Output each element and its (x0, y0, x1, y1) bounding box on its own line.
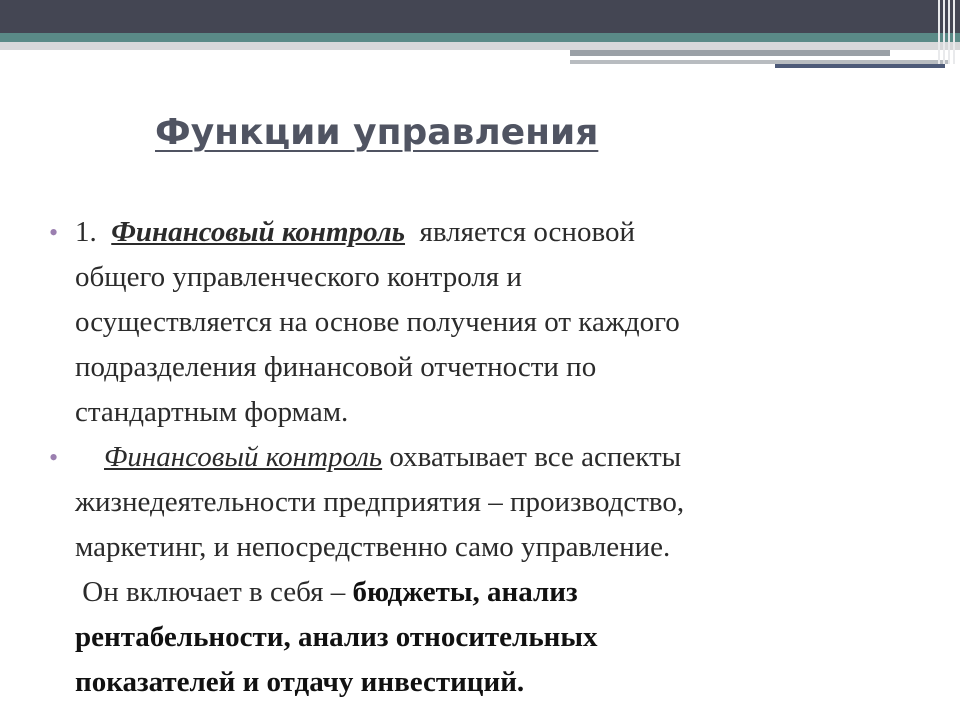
header-band-teal (0, 33, 960, 42)
term-financial-control: Финансовый контроль (111, 216, 406, 248)
slide-title: Функции управления (155, 112, 599, 153)
bullet-text: общего управленческого контроля и (75, 261, 522, 293)
term-financial-control: Финансовый контроль (104, 441, 383, 473)
header-stripes (934, 0, 960, 64)
header-band-grey (0, 42, 960, 50)
bullet-text: осуществляется на основе получения от каждого (75, 306, 680, 338)
bullet-number: 1. (75, 216, 97, 248)
bullet-text: является основой (419, 216, 635, 248)
header-accent-line (570, 50, 890, 56)
bullet-item-1 (49, 210, 915, 435)
bullet-text: охватывает все аспекты (389, 441, 682, 473)
bullet-bold-text: бюджеты, анализ (352, 576, 578, 608)
bullet-bold-text: рентабельности, анализ относительных (75, 621, 598, 653)
bullet-item-2 (49, 435, 915, 705)
bullet-icon: • (49, 443, 59, 472)
bullet-text: подразделения финансовой отчетности по (75, 351, 597, 383)
bullet-text: стандартным формам. (75, 396, 349, 428)
slide-body (49, 210, 915, 705)
bullet-bold-text: показателей и отдачу инвестиций. (75, 666, 525, 698)
bullet-icon: • (49, 218, 59, 247)
header-accent-line (775, 64, 945, 68)
bullet-text: Он включает в себя – (82, 576, 346, 608)
bullet-text: жизнедеятельности предприятия – производство, (75, 486, 685, 518)
header-band-dark (0, 0, 960, 33)
bullet-text: маркетинг, и непосредственно само управление. (75, 531, 671, 563)
